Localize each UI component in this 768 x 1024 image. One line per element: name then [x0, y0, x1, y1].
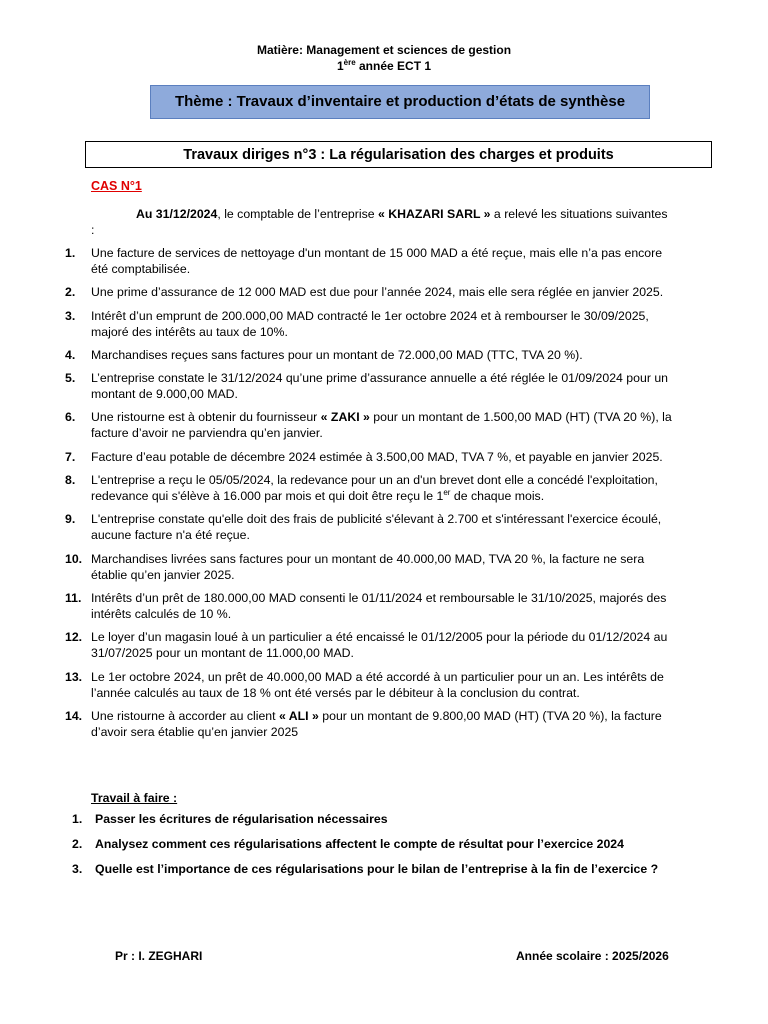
intro-company: « KHAZARI SARL » [378, 207, 491, 221]
client-name: « ALI » [278, 708, 319, 723]
item-number: 12. [65, 630, 83, 645]
td-title-box: Travaux diriges n°3 : La régularisation des charges et produits [85, 141, 712, 168]
school-year: Année scolaire : 2025/2026 [516, 949, 669, 963]
list-item [0, 472, 676, 504]
item-text-pre: Une ristourne à accorder au client [91, 708, 279, 723]
list-item [0, 245, 676, 277]
list-item [0, 590, 676, 622]
item-text-post: de chaque mois. [450, 489, 545, 504]
year-superscript: ère [343, 58, 356, 67]
task-item [0, 836, 768, 852]
situations-list [0, 245, 768, 747]
list-item [0, 449, 676, 465]
item-text: Le loyer d’un magasin loué à un particulier a été encaissé le 01/12/2005 pour la période du 01/12/2024 au 31/07/2025 pour un montant de 11.000,00 MAD. [91, 630, 668, 661]
item-text: Marchandises reçues sans factures pour un montant de 72.000,00 MAD (TTC, TVA 20 %). [91, 347, 583, 362]
item-text-post: pour un montant de 9.800,00 MAD (HT) (TVA 20 %), la facture d’avoir sera établie qu’en janvier 2025 [91, 708, 662, 739]
item-text: Une facture de services de nettoyage d'un montant de 15 000 MAD a été reçue, mais elle n’a pas encore été comptabilisée. [91, 246, 663, 276]
item-text: Le 1er octobre 2024, un prêt de 40.000,00 MAD a été accordé à un particulier pour un an. Les intérêts de l’année calculés au taux de 18 % ont été versés par le débiteur à la conclusion du contrat. [91, 669, 664, 700]
item-text: Marchandises livrées sans factures pour un montant de 40.000,00 MAD, TVA 20 %, la facture ne sera établie qu’en janvier 2025. [91, 551, 645, 582]
item-number: 4. [65, 347, 76, 362]
list-item [0, 708, 676, 740]
item-text: L’entreprise constate le 31/12/2024 qu’une prime d’assurance annuelle a été réglée le 01/09/2024 pour un montant de 9.000,00 MAD. [91, 371, 669, 402]
intro-text-1: , le comptable de l’entreprise [217, 207, 378, 221]
item-number: 10. [65, 551, 83, 566]
task-item [0, 861, 768, 877]
item-number: 2. [65, 285, 76, 300]
item-number: 5. [65, 371, 76, 386]
tasks-list [0, 811, 768, 886]
subject-line: Matière: Management et sciences de gestion [256, 43, 512, 57]
task-text: Analysez comment ces régularisations affectent le compte de résultat pour l’exercice 2024 [95, 837, 624, 851]
theme-banner: Thème : Travaux d’inventaire et production d’états de synthèse [150, 85, 650, 119]
task-number: 2. [72, 837, 83, 851]
case-title: CAS N°1 [91, 179, 142, 193]
item-text-pre: L'entreprise a reçu le 05/05/2024, la redevance pour un an d'un brevet dont elle a concédé l'exploitation, redevance qui s'élève à 16.000 par mois et qui doit être reçu le 1 [91, 473, 658, 504]
item-text-post: pour un montant de 1.500,00 MAD (HT) (TVA 20 %), la facture d’avoir ne parviendra qu’en janvier. [91, 410, 672, 441]
task-item [0, 811, 768, 827]
item-number: 7. [65, 449, 76, 464]
item-superscript: er [443, 487, 451, 497]
year-rest: année ECT 1 [355, 59, 432, 73]
list-item [0, 669, 676, 701]
list-item [0, 551, 676, 583]
item-text-pre: Une ristourne est à obtenir du fournisseur [91, 410, 321, 425]
item-text: L'entreprise constate qu'elle doit des frais de publicité s'élevant à 2.700 et s'intéressant l'exercice écoulé, aucune facture n'a été reçue. [91, 512, 662, 543]
intro-paragraph [91, 206, 671, 238]
teacher-name: Pr : I. ZEGHARI [115, 949, 203, 963]
intro-text-2: a relevé les situations suivantes : [91, 207, 668, 237]
item-number: 11. [65, 590, 82, 605]
task-text: Passer les écritures de régularisation nécessaires [95, 812, 388, 826]
item-number: 6. [65, 410, 76, 425]
item-number: 9. [65, 512, 76, 527]
item-text: Intérêts d’un prêt de 180.000,00 MAD consenti le 01/11/2024 et remboursable le 31/10/2025, majorés des intérêts calculés de 10 %. [91, 590, 667, 621]
list-item [0, 347, 676, 363]
item-number: 8. [65, 473, 76, 488]
list-item [0, 370, 676, 402]
list-item [0, 308, 676, 340]
item-number: 13. [65, 669, 83, 684]
todo-title: Travail à faire : [91, 791, 178, 805]
year-number: 1 [336, 59, 344, 73]
item-text: Facture d’eau potable de décembre 2024 estimée à 3.500,00 MAD, TVA 7 %, et payable en janvier 2025. [91, 449, 663, 464]
task-text: Quelle est l’importance de ces régularisations pour le bilan de l’entreprise à la fin de l’exercice ? [95, 862, 659, 876]
item-number: 3. [65, 308, 76, 323]
item-text: Une prime d’assurance de 12 000 MAD est due pour l’année 2024, mais elle sera réglée en janvier 2025. [91, 285, 664, 300]
year-line [0, 59, 768, 74]
list-item [0, 629, 676, 661]
item-number: 14. [65, 708, 83, 723]
intro-date: Au 31/12/2024 [136, 207, 218, 221]
task-number: 3. [72, 862, 83, 876]
item-number: 1. [65, 246, 76, 260]
task-number: 1. [72, 812, 83, 826]
supplier-name: « ZAKI » [320, 410, 370, 425]
list-item [0, 511, 676, 543]
list-item [0, 409, 676, 441]
list-item [0, 284, 676, 300]
item-text: Intérêt d’un emprunt de 200.000,00 MAD contracté le 1er octobre 2024 et à rembourser le 30/09/2025, majoré des intérêts au taux de 10%. [91, 308, 649, 339]
